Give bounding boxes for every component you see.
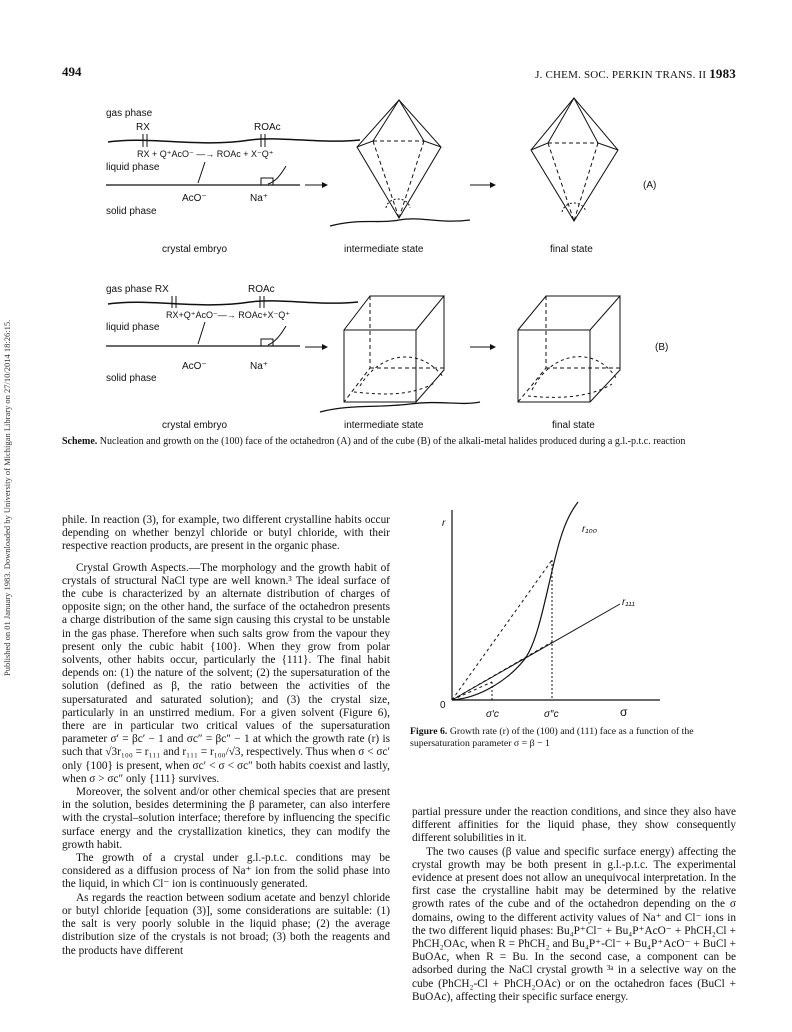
reaction-equation-b: RX+Q⁺AcO⁻—→ ROAc+X⁻Q⁺ (166, 310, 291, 320)
scheme-caption-label: Scheme. (62, 436, 98, 447)
scheme-figure (0, 0, 792, 436)
r100-label: r₁₀₀ (582, 524, 597, 535)
tick-sigma-c-double-prime: σ″c (544, 709, 559, 720)
cube-final (518, 296, 620, 402)
gas-liquid-interface (108, 139, 360, 143)
paragraph: The two causes (β value and specific surface energy) affecting the crystal growth may be both present in g.l.-p.t.c. The experimental evidence at present does not allow an unequivocal interpretation. In the first case the crystalline habit may be determined by the relative growth rates of the cube and of the octahedron depending on the σ domains, owing to the different activity values of Na⁺ and Cl⁻ ions in the two different liquid phases: Bu₄P⁺Cl⁻ + Bu₄P⁺AcO⁻ + PhCH₂Cl + PhCH₂OAc, when R = PhCH₂ and Bu₄P⁺-Cl⁻ + Bu₄P⁺AcO⁻ + BuCl + BuOAc, when R = Bu. In the second case, a component can be adsorbed during the NaCl crystal growth ³ᵃ in a selective way on the cube (PhCH₂-Cl + PhCH₂OAc) or on the octahedron faces (BuCl + BuOAc), affecting their specific surface energy. (412, 845, 736, 1003)
scheme-row-b (106, 284, 668, 431)
scheme-caption-text: Nucleation and growth on the (100) face of the octahedron (A) and of the cube (B) of the alkali-metal halides produced during a g.l.-p.t.c. reaction (97, 436, 686, 447)
stage-intermediate-a: intermediate state (344, 244, 424, 255)
series-r111-line (452, 604, 620, 700)
body-right-column (412, 806, 736, 1004)
paragraph: Crystal Growth Aspects.—The morphology and the growth habit of crystals of structural NaCl type are well known.³ The ideal surface of the cube is characterized by an alternate distribution of charges of opposite sign; on the other hand, the surface of the octahedron presents a charge distribution of the same sign causing this crystal to be unstable in the gas phase. Therefore when such salts grow from the vapour they present only the cubic habit {100}. When they grow from polar solvents, other habits occur, particularly the {111}. The final habit depends on: (1) the nature of the solvent; (2) the supersaturation of the solution (defined as β, the ratio between the activities of the supersaturated and saturated solution); and (3) the crystal size, particularly in an unstirred medium. For a given solvent (Figure 6), there are in particular two critical values of the supersaturation parameter σ′ = βc′ − 1 and σc″ = βc″ − 1 at which the growth rate (r) is such that √3r₁₀₀ = r₁₁₁ and r₁₁₁ = r₁₀₀/√3, respectively. Thus when σ < σc′ only {100} is present, when σc′ < σ < σc″ both habits coexist and lastly, when σ > σc″ only {111} survives. (62, 561, 390, 785)
liquid-phase-label: liquid phase (106, 162, 160, 173)
figure6-caption (410, 726, 736, 749)
stage-crystal-embryo-b: crystal embryo (162, 420, 228, 431)
r111-label: r₁₁₁ (622, 597, 635, 608)
tick-sigma-c-prime: σ′c (486, 709, 499, 720)
octahedron-final (531, 98, 618, 221)
row-a-label: (A) (643, 180, 657, 191)
stage-intermediate-b: intermediate state (344, 420, 424, 431)
x-axis-label: σ (620, 705, 628, 719)
paragraph: As regards the reaction between sodium acetate and benzyl chloride or butyl chloride [equation (3)], some considerations are suitable: (1) the salt is very poorly soluble in the liquid phase; (2) the average distribution size of the crystals is not broad; (3) both the reagents and the products have different (62, 891, 390, 957)
paragraph: Moreover, the solvent and/or other chemical species that are present in the solution, besides determining the β parameter, can also interfere with the crystal–solution interface; therefore by influencing the specific surface energy and the crystallization kinetics, they can modify the growth habit. (62, 786, 390, 851)
liquid-phase-label-b: liquid phase (106, 322, 160, 333)
figure6-caption-text: Growth rate (r) of the (100) and (111) face as a function of the supersaturation parameter σ = β − 1 (410, 726, 694, 749)
scheme-row-a (106, 98, 656, 255)
journal-year: 1983 (709, 66, 736, 81)
gas-phase-rx-label: gas phase RX (106, 284, 169, 295)
solid-phase-label-b: solid phase (106, 373, 157, 384)
gas-phase-label: gas phase (106, 108, 153, 119)
row-b-label: (B) (655, 342, 669, 353)
y-axis-label: r (442, 518, 446, 529)
aco-label-b: AcO⁻ (182, 361, 207, 372)
rx-label: RX (136, 122, 150, 133)
origin-label: 0 (440, 700, 446, 711)
roac-label-b: ROAc (248, 284, 275, 295)
series-r100-curve (452, 502, 578, 700)
page-number: 494 (62, 64, 82, 79)
na-label-b: Na⁺ (250, 361, 269, 372)
paragraph: phile. In reaction (3), for example, two different crystalline habits occur depending on whether benzyl chloride or butyl chloride, with their respective reaction products, are present in the organic phase. (62, 514, 390, 553)
aco-label: AcO⁻ (182, 193, 207, 204)
cube-intermediate (320, 296, 480, 412)
stage-final-a: final state (550, 244, 593, 255)
reaction-equation: RX + Q⁺AcO⁻ —→ ROAc + X⁻Q⁺ (137, 149, 274, 159)
na-label: Na⁺ (250, 193, 269, 204)
octahedron-intermediate (330, 100, 470, 226)
solid-phase-label: solid phase (106, 206, 157, 217)
figure6-caption-label: Figure 6. (410, 726, 448, 737)
download-notice: Published on 01 January 1983. Downloaded by University of Michigan Library on 27/10/2014 18:26:15. (2, 319, 12, 677)
stage-crystal-embryo-a: crystal embryo (162, 244, 228, 255)
journal-name: J. CHEM. SOC. PERKIN TRANS. II (535, 69, 707, 81)
body-left-column (62, 514, 390, 958)
roac-label: ROAc (254, 122, 281, 133)
paragraph: partial pressure under the reaction conditions, and since they also have different affinities for the liquid phase, they show consequently different solubilities in it. (412, 806, 736, 845)
stage-final-b: final state (552, 420, 595, 431)
paragraph: The growth of a crystal under g.l.-p.t.c. conditions may be considered as a diffusion process of Na⁺ ion from the solid phase into the liquid, in which Cl⁻ ion is continuously generated. (62, 852, 390, 891)
scheme-caption (62, 436, 736, 448)
